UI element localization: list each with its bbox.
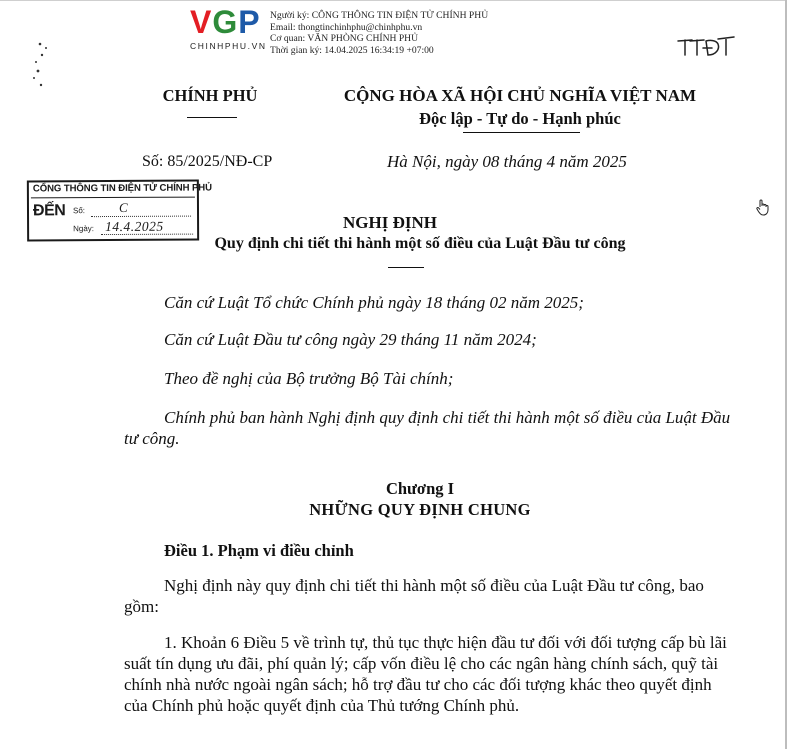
- stamp-ngay-value: 14.4.2025: [105, 218, 164, 235]
- promulgation-statement: Chính phủ ban hành Nghị định quy định chi tiết thi hành một số điều của Luật Đầu tư công.: [124, 408, 731, 448]
- document-subject: Quy định chi tiết thi hành một số điều của Luật Đầu tư công: [214, 235, 626, 252]
- article-intro-paragraph: Nghị định này quy định chi tiết thi hành một số điều của Luật Đầu tư công, bao gồm:: [124, 576, 704, 616]
- motto-underline: [463, 132, 580, 133]
- stamp-den-label: ĐẾN: [32, 202, 66, 220]
- vgp-logo: [190, 6, 270, 50]
- scan-speckles: [30, 38, 54, 93]
- digital-signature-info: [270, 10, 488, 56]
- chapter-title: NHỮNG QUY ĐỊNH CHUNG: [309, 500, 531, 519]
- issuer-underline: [187, 117, 237, 118]
- nation-name: CỘNG HÒA XÃ HỘI CHỦ NGHĨA VIỆT NAM: [343, 86, 697, 105]
- stamp-so-value: C: [118, 199, 128, 215]
- handwritten-initials: [676, 33, 736, 59]
- issuer-name: CHÍNH PHỦ: [162, 86, 258, 105]
- legal-basis-1: Căn cứ Luật Tổ chức Chính phủ ngày 18 tháng 02 năm 2025;: [164, 293, 584, 312]
- page-right-edge: [785, 0, 787, 749]
- article-heading: Điều 1. Phạm vi điều chỉnh: [164, 541, 354, 560]
- stamp-ngay-label: Ngày:: [73, 224, 95, 234]
- vgp-logo-subtitle: CHINHPHU.VN: [190, 41, 267, 51]
- document-number: Số: 85/2025/NĐ-CP: [142, 153, 273, 170]
- stamp-divider: [31, 197, 195, 199]
- proposal-basis: Theo đề nghị của Bộ trưởng Bộ Tài chính;: [164, 369, 454, 388]
- page-top-edge: [0, 0, 785, 1]
- agency-line: Cơ quan: VĂN PHÒNG CHÍNH PHỦ: [270, 33, 419, 44]
- sign-time-line: Thời gian ký: 14.04.2025 16:34:19 +07:00: [270, 44, 434, 56]
- chapter-label: Chương I: [385, 479, 455, 498]
- hand-cursor-icon: [755, 198, 771, 216]
- email-line: Email: thongtinchinhphu@chinhphu.vn: [270, 21, 423, 33]
- clause-1-paragraph: 1. Khoản 6 Điều 5 về trình tự, thủ tục thực hiện đầu tư đối với đối tượng cấp bù lãi suất tín dụng ưu đãi, phí quản lý; cấp vốn điều lệ cho các ngân hàng chính sách, quỹ tài chính nhà nước ngoài ngân sách; hỗ trợ đầu tư cho các đối tượng khác theo quyết định của Chính phủ hoặc quyết định của Thủ tướng Chính phủ.: [124, 633, 727, 715]
- document-type-title: NGHỊ ĐỊNH: [343, 213, 437, 232]
- stamp-title: CỔNG THÔNG TIN ĐIỆN TỬ CHÍNH PHỦ: [32, 182, 212, 195]
- legal-basis-2: Căn cứ Luật Đầu tư công ngày 29 tháng 11 năm 2024;: [164, 330, 537, 349]
- stamp-so-label: Số:: [72, 206, 86, 216]
- vgp-logo-letters: VGP: [190, 4, 261, 40]
- title-underline: [388, 267, 424, 268]
- signer-line: Người ký: CÔNG THÔNG TIN ĐIỆN TỬ CHÍNH PHỦ: [270, 10, 489, 21]
- place-and-date: Hà Nội, ngày 08 tháng 4 năm 2025: [387, 152, 627, 171]
- national-motto: Độc lập - Tự do - Hạnh phúc: [419, 109, 621, 128]
